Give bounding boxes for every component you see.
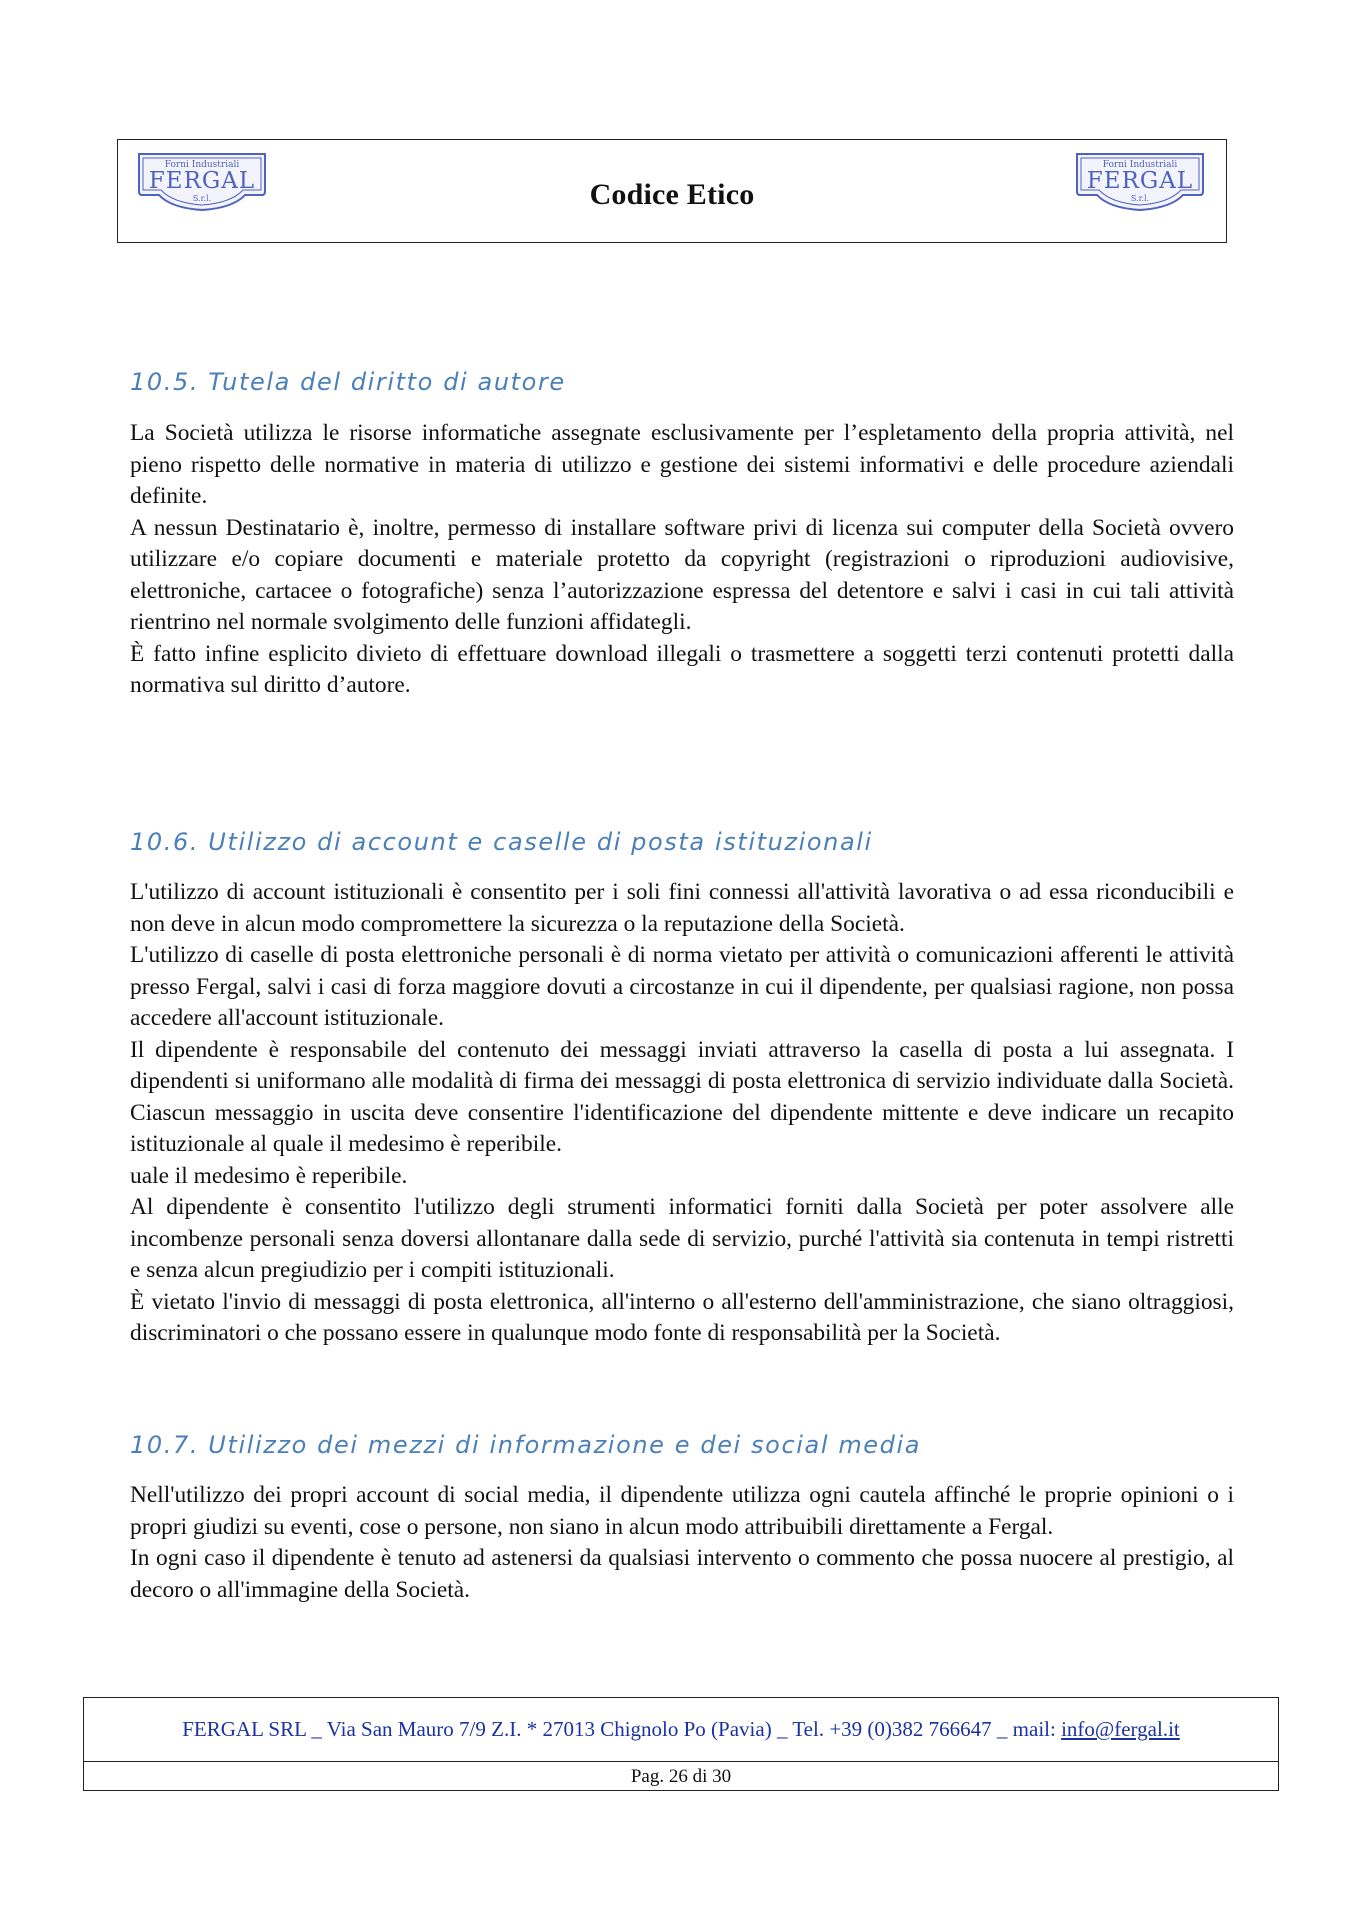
svg-text:Forni Industriali: Forni Industriali bbox=[164, 160, 240, 170]
footer-contact bbox=[84, 1698, 1278, 1762]
page-footer bbox=[83, 1697, 1279, 1791]
paragraph: È fatto infine esplicito divieto di effettuare download illegali o trasmettere a soggetti terzi contenuti protetti dalla normativa sul diritto d’autore. bbox=[130, 640, 1234, 698]
section-body-10-7 bbox=[130, 1480, 1234, 1606]
svg-text:S.r.l.: S.r.l. bbox=[192, 194, 212, 203]
footer-company-text: FERGAL SRL _ Via San Mauro 7/9 Z.I. * 27013 Chignolo Po (Pavia) _ Tel. +39 (0)382 766647 _ mail: bbox=[182, 1717, 1062, 1741]
section-heading-10-6: 10.6. Utilizzo di account e caselle di posta istituzionali bbox=[130, 828, 873, 856]
paragraph: La Società utilizza le risorse informatiche assegnate esclusivamente per l’espletamento della propria attività, nel pieno rispetto delle normative in materia di utilizzo e gestione dei sistemi informativi e delle procedure aziendali definite. bbox=[130, 420, 1234, 509]
paragraph: Il dipendente è responsabile del contenuto dei messaggi inviati attraverso la casella di posta a lui assegnata. I dipendenti si uniformano alle modalità di firma dei messaggi di posta elettronica di servizio individuate dalla Società. Ciascun messaggio in uscita deve consentire l'identificazione del dipendente mittente e deve indicare un recapito istituzionale al quale il medesimo è reperibile. bbox=[130, 1036, 1234, 1157]
paragraph: uale il medesimo è reperibile. bbox=[130, 1162, 408, 1189]
footer-email-link[interactable]: info@fergal.it bbox=[1061, 1717, 1180, 1741]
svg-text:S.r.l.: S.r.l. bbox=[1130, 194, 1150, 203]
document-title: Codice Etico bbox=[589, 178, 755, 211]
svg-text:FERGAL: FERGAL bbox=[1086, 168, 1194, 194]
paragraph: A nessun Destinatario è, inoltre, permesso di installare software privi di licenza sui computer della Società ovvero utilizzare e/o copiare documenti e materiale protetto da copyright (registrazioni o riproduzioni audiovisive, elettroniche, cartacee o fotografiche) senza l’autorizzazione espressa del detentore e salvi i casi in cui tali attività rientrino nel normale svolgimento delle funzioni affidategli. bbox=[130, 514, 1234, 635]
paragraph: Nell'utilizzo dei propri account di social media, il dipendente utilizza ogni cautela affinché le proprie opinioni o i propri giudizi su eventi, cose o persone, non siano in alcun modo attribuibili direttamente a Fergal. bbox=[130, 1482, 1234, 1540]
section-body-10-6 bbox=[130, 877, 1234, 1350]
paragraph: È vietato l'invio di messaggi di posta elettronica, all'interno o all'esterno dell'amministrazione, che siano oltraggiosi, discriminatori o che possano essere in qualunque modo fonte di responsabilità per la Società. bbox=[130, 1288, 1234, 1346]
section-heading-10-5: 10.5. Tutela del diritto di autore bbox=[130, 368, 566, 396]
svg-text:FERGAL: FERGAL bbox=[148, 168, 256, 194]
paragraph: In ogni caso il dipendente è tenuto ad astenersi da qualsiasi intervento o commento che possa nuocere al prestigio, al decoro o all'immagine della Società. bbox=[130, 1545, 1234, 1603]
paragraph: Al dipendente è consentito l'utilizzo degli strumenti informatici forniti dalla Società per poter assolvere alle incombenze personali senza doversi allontanare dalla sede di servizio, purché l'attività sia contenuta in tempi ristretti e senza alcun pregiudizio per i compiti istituzionali. bbox=[130, 1194, 1234, 1283]
section-heading-10-7: 10.7. Utilizzo dei mezzi di informazione e dei social media bbox=[130, 1431, 922, 1459]
fergal-logo-right bbox=[1071, 148, 1209, 214]
paragraph: L'utilizzo di account istituzionali è consentito per i soli fini connessi all'attività lavorativa o ad essa riconducibili e non deve in alcun modo compromettere la sicurezza o la reputazione della Società. bbox=[130, 879, 1234, 937]
page-header bbox=[117, 139, 1227, 243]
page-number: Pag. 26 di 30 bbox=[630, 1766, 732, 1787]
paragraph: L'utilizzo di caselle di posta elettroniche personali è di norma vietato per attività o comunicazioni afferenti le attività presso Fergal, salvi i casi di forza maggiore dovuti a circostanze in cui il dipendente, per qualsiasi ragione, non possa accedere all'account istituzionale. bbox=[130, 942, 1234, 1031]
section-body-10-5 bbox=[130, 418, 1234, 702]
svg-text:Forni Industriali: Forni Industriali bbox=[1102, 160, 1178, 170]
